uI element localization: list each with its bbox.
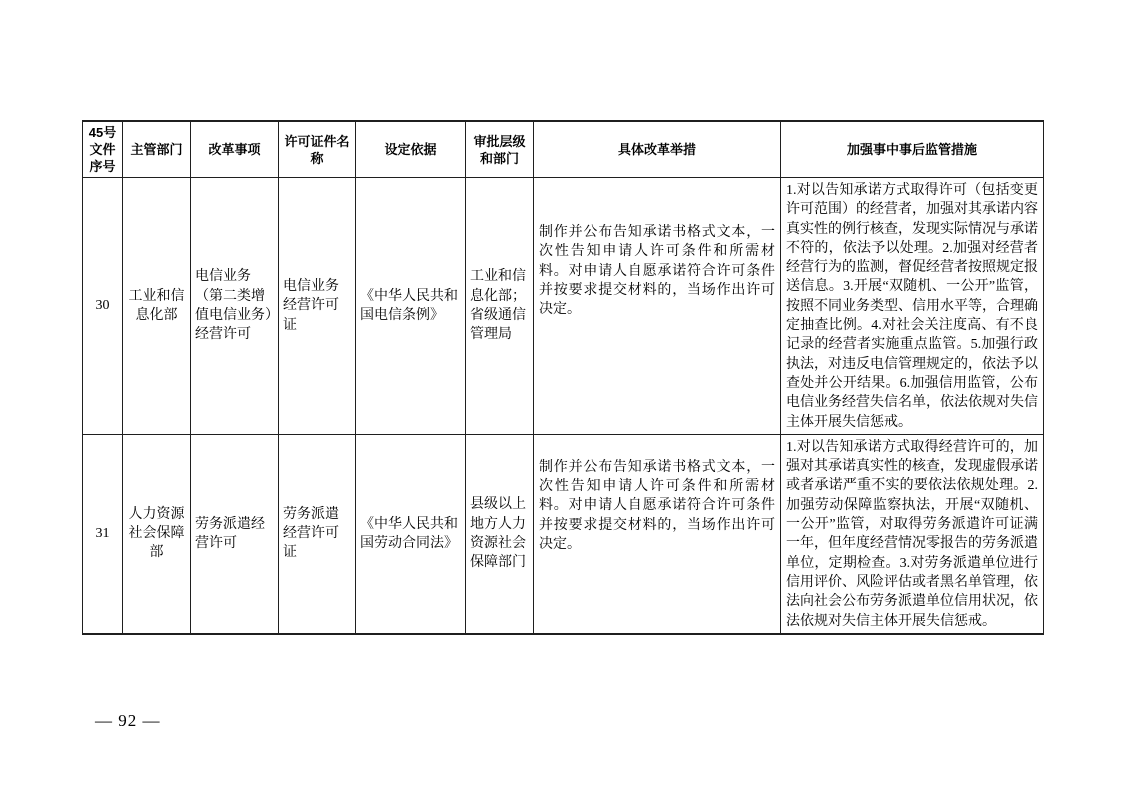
cell-legal-basis: 《中华人民共和国劳动合同法》 <box>356 434 466 633</box>
cell-legal-basis: 《中华人民共和国电信条例》 <box>356 178 466 435</box>
cell-department: 人力资源社会保障部 <box>123 434 191 633</box>
header-department: 主管部门 <box>123 121 191 178</box>
header-reform-measures: 具体改革举措 <box>534 121 781 178</box>
table-row <box>83 178 1044 435</box>
license-reform-table <box>82 120 1044 635</box>
header-legal-basis: 设定依据 <box>356 121 466 178</box>
cell-approval-level: 工业和信息化部；省级通信管理局 <box>466 178 534 435</box>
cell-reform-item: 电信业务（第二类增值电信业务）经营许可 <box>191 178 279 435</box>
page-number: — 92 — <box>95 711 161 730</box>
header-supervision-measures: 加强事中事后监管措施 <box>781 121 1044 178</box>
header-doc45-seq: 45号文件序号 <box>83 121 123 178</box>
cell-seq: 30 <box>83 178 123 435</box>
cell-reform-item: 劳务派遣经营许可 <box>191 434 279 633</box>
header-approval-level: 审批层级和部门 <box>466 121 534 178</box>
cell-license-name: 电信业务经营许可证 <box>279 178 356 435</box>
cell-supervision-measures: 1.对以告知承诺方式取得经营许可的，加强对其承诺真实性的核查，发现虚假承诺或者承诺严重不实的要依法依规处理。2.加强劳动保障监察执法，开展“双随机、一公开”监管，对取得劳务派遣许可证满一年，但年度经营情况零报告的劳务派遣单位，定期检查。3.对劳务派遣单位进行信用评价、风险评估或者黑名单管理，依法向社会公布劳务派遣单位信用状况，依法依规对失信主体开展失信惩戒。 <box>781 434 1044 633</box>
header-reform-item: 改革事项 <box>191 121 279 178</box>
cell-approval-level: 县级以上地方人力资源社会保障部门 <box>466 434 534 633</box>
table-header-row <box>83 121 1044 178</box>
header-license-name: 许可证件名称 <box>279 121 356 178</box>
table-row <box>83 434 1044 633</box>
cell-reform-measures: 制作并公布告知承诺书格式文本，一次性告知申请人许可条件和所需材料。对申请人自愿承诺符合许可条件并按要求提交材料的，当场作出许可决定。 <box>534 434 781 633</box>
cell-license-name: 劳务派遣经营许可证 <box>279 434 356 633</box>
cell-supervision-measures: 1.对以告知承诺方式取得许可（包括变更许可范围）的经营者，加强对其承诺内容真实性的例行核查，发现实际情况与承诺不符的，依法予以处理。2.加强对经营者经营行为的监测，督促经营者按照规定报送信息。3.开展“双随机、一公开”监管，按照不同业务类型、信用水平等，合理确定抽查比例。4.对社会关注度高、有不良记录的经营者实施重点监管。5.加强行政执法，对违反电信管理规定的，依法予以查处并公开结果。6.加强信用监管，公布电信业务经营失信名单，依法依规对失信主体开展失信惩戒。 <box>781 178 1044 435</box>
cell-reform-measures: 制作并公布告知承诺书格式文本，一次性告知申请人许可条件和所需材料。对申请人自愿承诺符合许可条件并按要求提交材料的，当场作出许可决定。 <box>534 178 781 435</box>
cell-department: 工业和信息化部 <box>123 178 191 435</box>
cell-seq: 31 <box>83 434 123 633</box>
